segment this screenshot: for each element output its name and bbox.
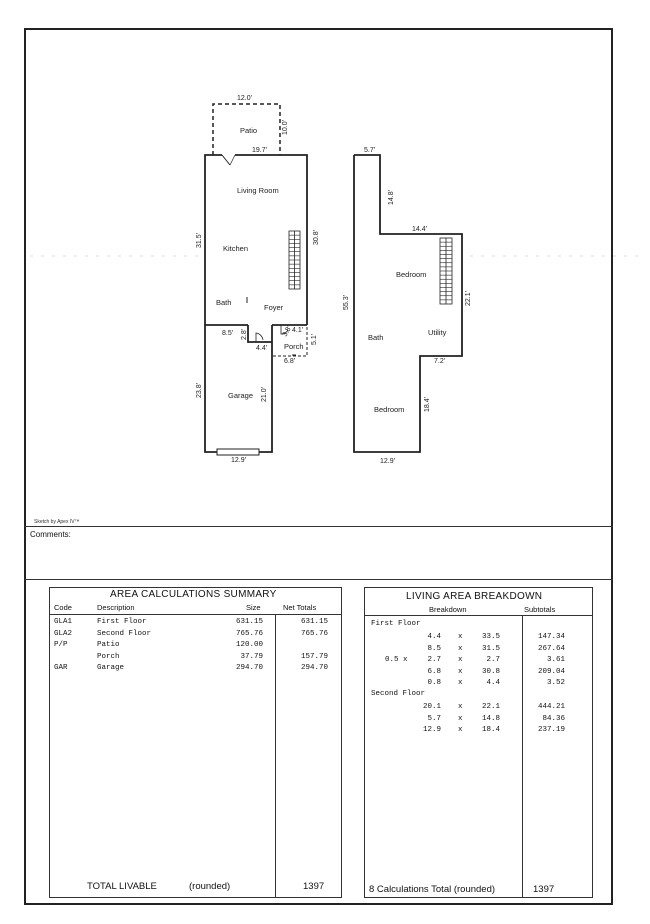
area-row-net-total: 631.15 (300, 618, 328, 626)
breakdown-dimension: 4.4 (486, 679, 500, 687)
room-label-bedroom: Bedroom (396, 270, 427, 279)
breakdown-dimension: 6.8 (427, 667, 441, 676)
area-row-description: Porch (97, 652, 120, 661)
col-header-subtotals: Subtotals (524, 605, 556, 614)
area-row-size: 120.00 (235, 641, 263, 650)
breakdown-times-sign: x (458, 633, 463, 641)
breakdown-dimension: 20.1 (422, 703, 441, 711)
dimension-label: 2.8' (241, 328, 248, 340)
breakdown-times-sign: x (458, 656, 463, 664)
area-row-description: Patio (97, 641, 120, 650)
col-header-net-totals: Net Totals (283, 603, 317, 612)
area-row-code: P/P (54, 641, 68, 650)
room-label-patio: Patio (240, 126, 258, 135)
dimension-label: 5.7' (364, 147, 376, 154)
breakdown-times-sign: x (458, 667, 463, 676)
first-floor-label: First Floor (371, 620, 421, 628)
comments-label: Comments: (30, 530, 71, 539)
dimension-label: 12.9' (231, 457, 246, 464)
dimension-label: 31.5' (196, 233, 203, 248)
calc-total-value: 1397 (533, 884, 555, 895)
dimension-label: 4.4' (256, 345, 268, 352)
breakdown-dimension: 30.8 (481, 667, 500, 676)
dimension-label: 19.7' (252, 147, 267, 154)
column-divider (522, 615, 523, 898)
room-label-living-room: Living Room (237, 186, 279, 195)
area-row-net-total: 157.79 (300, 652, 328, 661)
divider-line (49, 614, 342, 615)
col-header-description: Description (97, 603, 135, 612)
dimension-label: 7.2' (434, 358, 446, 365)
breakdown-dimension: 31.5 (481, 644, 500, 653)
area-row-code: GAR (54, 664, 68, 673)
dimension-label: 5.1' (311, 333, 318, 345)
area-row-size: 765.76 (235, 629, 263, 638)
room-label-porch: Porch (284, 342, 304, 351)
dimension-label: 22.1' (465, 291, 472, 306)
area-summary-title: AREA CALCULATIONS SUMMARY (110, 589, 277, 600)
dimension-label: 23.8' (196, 383, 203, 398)
dimension-label: 30.8' (313, 230, 320, 245)
breakdown-dimension: 0.8 (427, 679, 441, 687)
col-header-size: Size (246, 603, 261, 612)
room-label-bath: Bath (216, 298, 232, 307)
dimension-label: 8.5' (222, 330, 234, 337)
dimension-label: 14.8' (388, 190, 395, 205)
area-row-size: 294.70 (235, 664, 263, 673)
dimension-label: 6.8' (284, 358, 296, 365)
breakdown-dimension: 8.5 (427, 644, 441, 653)
breakdown-times-sign: x (458, 679, 463, 687)
dimension-label: 21.0' (261, 387, 268, 402)
divider-line (364, 615, 593, 616)
dimension-label: 3.8' (281, 324, 294, 338)
living-breakdown-title: LIVING AREA BREAKDOWN (406, 591, 543, 602)
area-row-description: Second Floor (97, 629, 152, 638)
col-header-code: Code (54, 603, 72, 612)
dimension-label: 12.9' (380, 458, 395, 465)
breakdown-dimension: 18.4 (481, 726, 500, 734)
breakdown-dimension: 4.4 (427, 633, 441, 641)
dimension-label: 12.0' (237, 95, 252, 102)
breakdown-subtotal: 147.34 (537, 633, 565, 641)
breakdown-subtotal: 84.36 (542, 714, 565, 723)
area-row-code: GLA2 (54, 629, 73, 638)
breakdown-dimension: 2.7 (427, 656, 441, 664)
room-label-garage: Garage (228, 391, 254, 400)
dimension-label: 18.4' (424, 397, 431, 412)
room-label-foyer: Foyer (264, 303, 284, 312)
breakdown-subtotal: 444.21 (537, 703, 565, 711)
area-row-size: 37.79 (240, 652, 263, 661)
total-livable-rounded: (rounded) (189, 881, 231, 892)
breakdown-dimension: 33.5 (481, 633, 500, 641)
breakdown-dimension: 12.9 (422, 726, 441, 734)
breakdown-times-sign: x (458, 714, 463, 723)
second-floor-label: Second Floor (371, 690, 426, 698)
room-label-kitchen: Kitchen (223, 244, 249, 253)
room-label-bath: Bath (368, 333, 384, 342)
divider-line (24, 579, 613, 580)
calc-total-label: 8 Calculations Total (rounded) (369, 884, 496, 895)
sketch-credit: Sketch by Apex IV™ (34, 519, 80, 525)
breakdown-dimension: 22.1 (481, 703, 500, 711)
area-row-description: First Floor (97, 618, 147, 626)
breakdown-times-sign: x (458, 644, 463, 653)
area-row-size: 631.15 (235, 618, 263, 626)
breakdown-subtotal: 209.04 (537, 667, 565, 676)
breakdown-dimension: 14.8 (481, 714, 500, 723)
breakdown-subtotal: 237.19 (537, 726, 565, 734)
breakdown-subtotal: 3.61 (546, 656, 565, 664)
area-row-net-total: 294.70 (300, 664, 328, 673)
dimension-label: 10.0' (282, 120, 289, 135)
breakdown-subtotal: 267.64 (537, 644, 565, 653)
room-label-bedroom: Bedroom (374, 405, 405, 414)
total-livable-label: TOTAL LIVABLE (87, 881, 157, 892)
breakdown-multiplier: 0.5 x (385, 656, 408, 664)
breakdown-dimension: 2.7 (486, 656, 500, 664)
divider-line (24, 526, 613, 527)
area-row-net-total: 765.76 (300, 629, 328, 638)
area-row-description: Garage (97, 664, 125, 673)
breakdown-dimension: 5.7 (427, 714, 441, 723)
breakdown-times-sign: x (458, 726, 463, 734)
area-row-code: GLA1 (54, 618, 73, 626)
dimension-label: 55.3' (343, 295, 350, 310)
dimension-label: 4.1' (292, 327, 304, 334)
dimension-label: 14.4' (412, 226, 427, 233)
breakdown-times-sign: x (458, 703, 463, 711)
room-label-utility: Utility (428, 328, 447, 337)
total-livable-value: 1397 (303, 881, 325, 892)
col-header-breakdown: Breakdown (429, 605, 467, 614)
breakdown-subtotal: 3.52 (546, 679, 565, 687)
